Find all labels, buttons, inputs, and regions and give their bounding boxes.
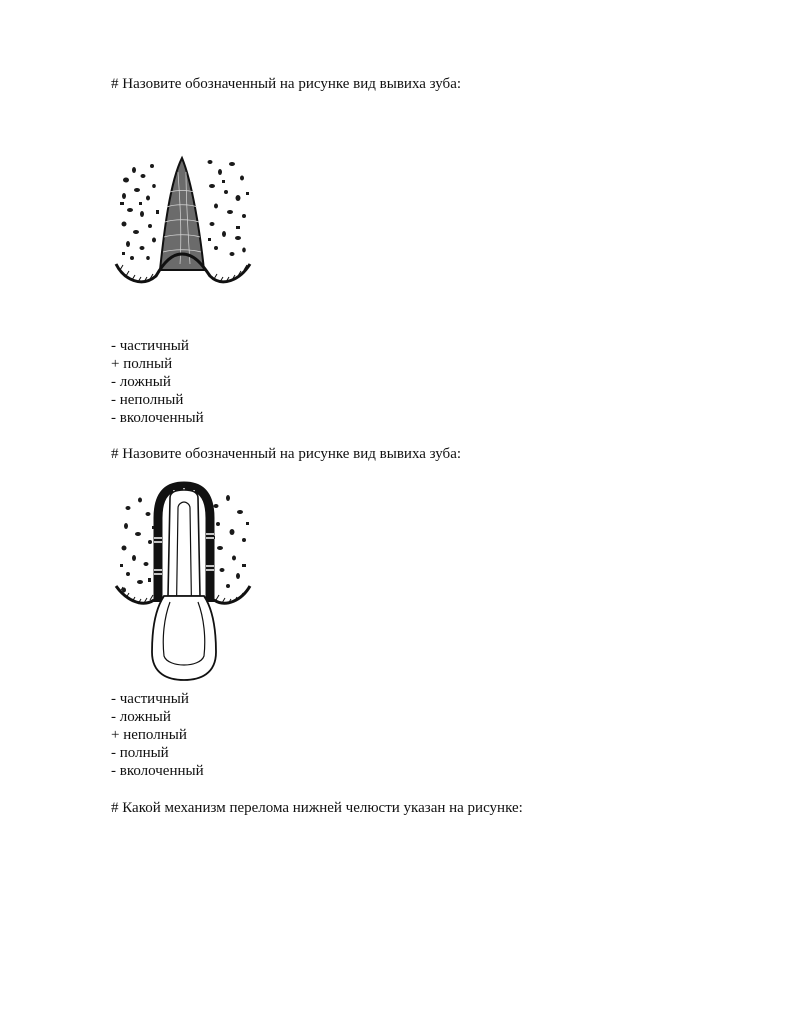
option-text: полный: [119, 745, 169, 761]
question-2-options: [111, 690, 204, 780]
option-item: [111, 726, 204, 744]
option-item: [111, 762, 204, 780]
tooth-dislocation-complete-illustration: [112, 152, 254, 300]
option-item: [111, 409, 204, 427]
option-text: неполный: [119, 392, 184, 408]
option-item: [111, 337, 204, 355]
option-item: [111, 391, 204, 409]
option-marker: -: [111, 392, 116, 408]
question-2-text: # Назовите обозначенный на рисунке вид вывиха зуба:: [111, 446, 462, 462]
option-item: [111, 373, 204, 391]
option-text: вколоченный: [119, 410, 204, 426]
option-text: ложный: [119, 374, 171, 390]
option-item: [111, 355, 204, 373]
option-text: вколоченный: [119, 763, 204, 779]
option-marker: +: [111, 727, 120, 743]
option-marker: -: [111, 709, 116, 725]
question-3-text: # Какой механизм перелома нижней челюсти указан на рисунке:: [111, 800, 523, 816]
option-item: [111, 744, 204, 762]
option-text: ложный: [119, 709, 171, 725]
option-text: частичный: [119, 691, 189, 707]
option-marker: -: [111, 410, 116, 426]
option-text: частичный: [119, 338, 189, 354]
option-marker: -: [111, 338, 116, 354]
question-1-options: [111, 337, 204, 427]
option-marker: -: [111, 691, 116, 707]
question-1-text: # Назовите обозначенный на рисунке вид вывиха зуба:: [111, 76, 462, 92]
option-text: неполный: [123, 727, 187, 743]
tooth-dislocation-partial-illustration: [112, 478, 254, 684]
option-marker: -: [111, 374, 116, 390]
option-marker: +: [111, 356, 120, 372]
option-item: [111, 708, 204, 726]
option-text: полный: [123, 356, 173, 372]
option-item: [111, 690, 204, 708]
option-marker: -: [111, 745, 116, 761]
option-marker: -: [111, 763, 116, 779]
